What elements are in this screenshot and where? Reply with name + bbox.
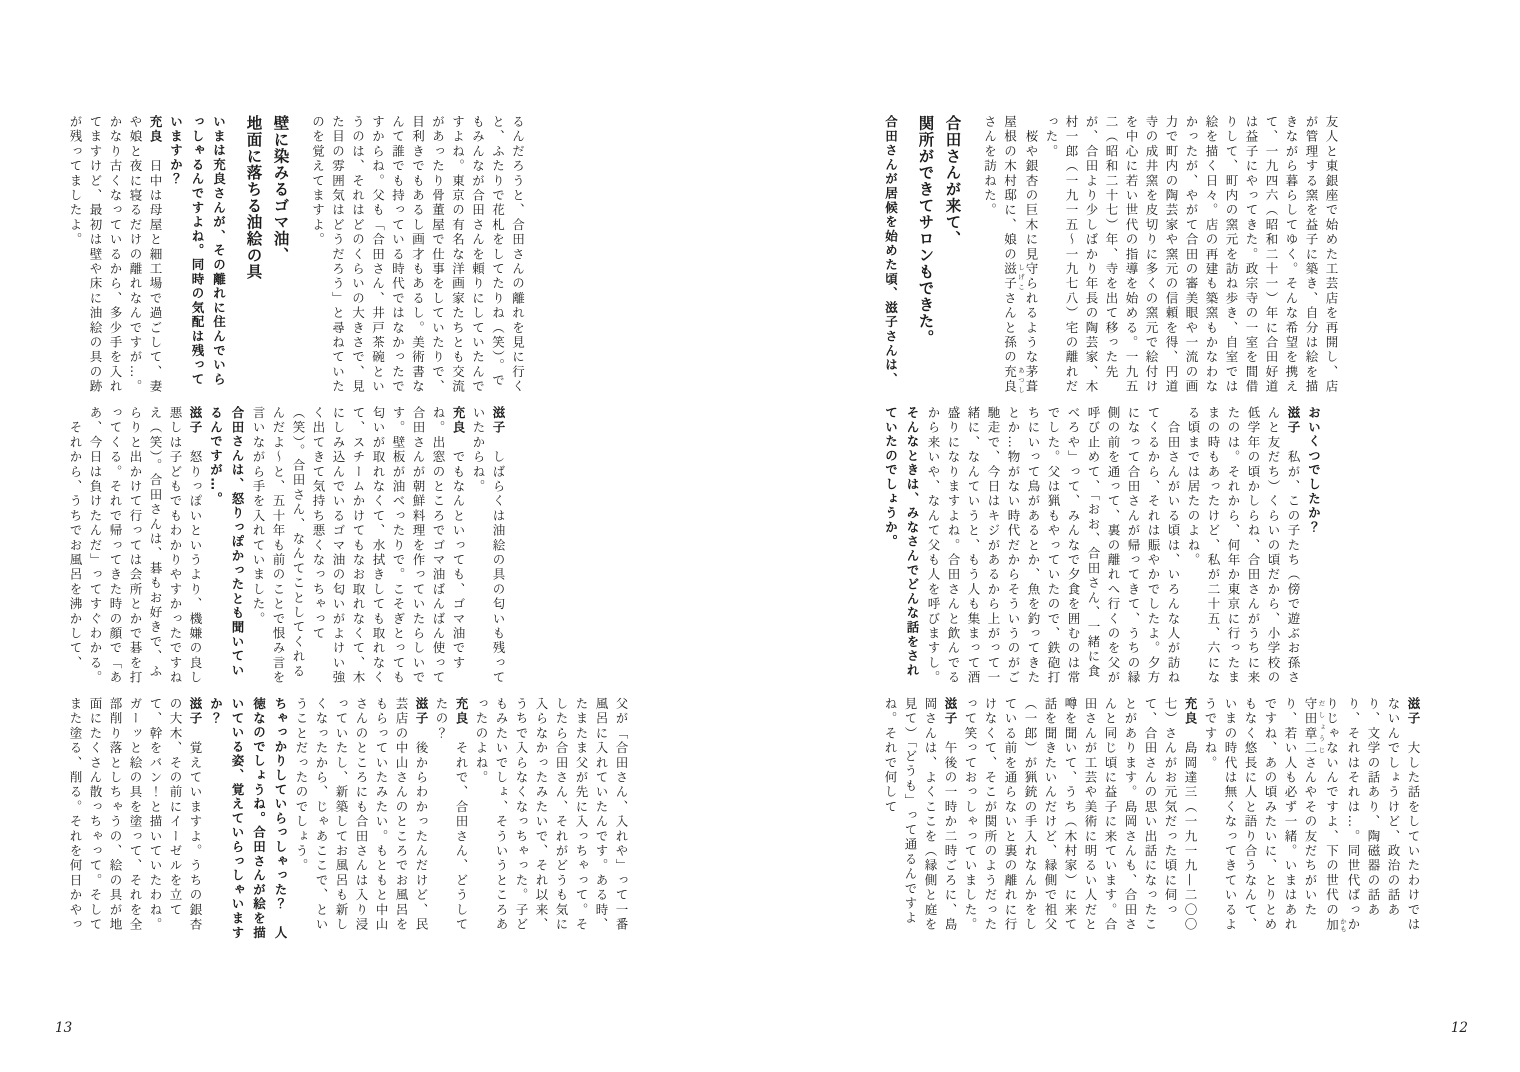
ruby-base: 滋子 (1002, 262, 1018, 292)
answer-text: 午後の一時か二時ごろに、島岡さんは、よくここを（縁側と庭を見て）「どうも」って通るんですよね。それで何して (883, 697, 958, 933)
answer-text: しばらくは油絵の具の匂いも残っていたからね。 (471, 406, 506, 686)
ruby-furigana: しげこ (1017, 262, 1025, 292)
answer-text: 後からわかったんだけど、民芸店の中山さんのところでお風呂をもらっていたみたい。もともと中山さんのところにも合田さんは入り浸っていたし、新築してお風呂も新しくなったから、じゃあここで、ということだったのでしょう。 (294, 697, 429, 933)
answer-text: 怒りっぽいというより、機嫌の良し悪しは子どもでもわかりやすかったですねえ（笑）。合田さんは、碁もお好きで、ふらりと出かけて行っては会所とかで碁を打ってくる。それで帰ってきた時の顔で「ああ、今日は負けたんだ」ってすぐわかる。 (88, 406, 203, 686)
answer-shigeko-bath-intro: それから、うちでお風呂を沸かして、 (68, 406, 83, 671)
speaker-label: 充良 (148, 115, 163, 145)
interviewer-question-hanare: いまは充良さんが、その離れに住んでいらっしゃるんですよね。同時の気配は残っていますか？ (168, 115, 227, 387)
answer-shigeko-talk (1200, 697, 1423, 945)
answer-text: それで、合田さん、どうしてたの？ (434, 697, 469, 933)
interviewer-question-talk: そんなときは、みなさんでどんな話をされていたのでしょうか。 (883, 406, 920, 678)
paragraph-bath-continuation: 父が「合田さん、入れや」って一番風呂に入れていたんです。ある時、たまたま父が先に入っちゃって。そしたら合田さん、それがどうも気に入らなかったみたいで、それ以来、うちで入らなくなっちゃった。子どもみたいでしょ、そういうところあったのよね。 (474, 697, 629, 933)
interviewer-question-age: 合田さんが居候を始めた頃、滋子さんは、 (883, 115, 899, 387)
page-number-right: 12 (1450, 1020, 1468, 1036)
answer-shigeko-nakayama (291, 697, 431, 945)
right-band-3 (880, 697, 1423, 945)
ruby-base: 充良 (1002, 364, 1018, 395)
answer-text: 私が、この子たち（傍で遊ぶお孫さんと友だち）くらいの頃だから、小学校の低学年の頃かしらね、合田さんがうちに来たのは。それから、何年か東京に行ったままの時もあったけど、私が二十五、六になる頃までは居たのよね。 (1186, 406, 1301, 686)
heading-line-2: 地面に落ちる油絵の具 (244, 115, 264, 280)
paragraph-continuation: るんだろうと、合田さんの離れを見に行くと、ふたりで花札をしてたりね（笑）。でもみんなが合田さんを頼りにしていたんですよね。東京の有名な洋画家たちとも交流があったり骨董屋で仕事をしていたりで、目利きでもあるし画才もあるし。美術書なんて誰でも持っている時代ではなかったですからね。父も「合田さん、井戸茶碗というのは、それはどのくらいの大きさで、見た目の雰囲気はどうだろう」と尋ねていたのを覚えてますよ。 (310, 115, 526, 395)
interviewer-question-painting: ちゃっかりしていらっしゃった？ 人徳なのでしょうね。合田さんが絵を描いている姿、覚えていらっしゃいますか？ (208, 697, 288, 941)
ruby-furigana: かもだしょうじ (1317, 697, 1347, 933)
speaker-label: 充良 (1183, 697, 1198, 727)
answer-text: 島岡達三（一九一九—二〇〇七）さんがお元気だった頃に伺って、合田さんの思い出話になったことがあります。島岡さんも、合田さんと同じ頃に益子に来ています。合田さんが工芸や美術に明るい人だと噂を聞いて、うち（木村家）に来て話を聞きたいんだけど、縁側で祖父（一郎）が猟銃の手入れなんかをしている前を通らないと裏の離れに行けなくて、そこが関所のようだったって笑っておっしゃっていました。 (963, 697, 1198, 933)
heading-line-1: 合田さんが来て、 (943, 115, 963, 247)
speaker-label: 滋子 (491, 406, 506, 436)
answer-text: 日中は母屋と細工場で過ごして、妻や娘と夜に寝るだけの離れなんですが…。かなり古くなっているから、多少手を入れてますけど、最初は壁や床に油絵の具の跡が残ってましたよ。 (68, 115, 163, 395)
answer-atsushi-hanare (65, 115, 165, 398)
answer-shigeko-engawa (880, 697, 960, 945)
left-band-1 (65, 115, 528, 398)
answer-text: でもなんといっても、ゴマ油ですね。出窓のところでゴマ油ばんばん使って合田さんが朝鮮料理を作っていたらしいです。壁板が油べったりで。こそぎとっても匂いが取れなくて、水拭きしても取れなくて、スチームかけてもなお取れなくて、木にしみ込んでいるゴマ油の匂いがよけい強く出てきて気持ち悪くなっちゃって（笑）。合田さん、なんてことしてくれるんだよ〜と、五十年も前のことで恨み言を言いながら手を入れていました。 (251, 406, 466, 686)
left-band-2 (65, 406, 508, 689)
answer-atsushi-bath-question (431, 697, 471, 945)
lead-text: さんを訪ねた。 (982, 115, 998, 218)
interviewer-question-temper: 合田さんは、怒りっぽかったとも聞いているんですが…。 (208, 406, 245, 678)
speaker-label: 滋子 (1286, 406, 1301, 436)
section-heading-sesame-oil (241, 115, 295, 398)
ruby-atsushi (1002, 364, 1025, 395)
speaker-label: 滋子 (414, 697, 429, 727)
answer-shigeko-dinner: 合田さんがいる頃は、いろんな人が訪ねてくるから、それは賑やかでしたよ。夕方になって合田さんが帰ってきて、うちの縁側の前を通って、裏の離れへ行くのを父が呼び止めて、「おお、合田さん、一緒に食べろや」って、みんなで夕食を囲むのは常でした。父は猟もやっていたので、鉄砲打ちにいって鳥があるとか、魚を釣ってきたとか…物がない時代だからそういうのがご馳走で、今日はキジがあるから上がって一緒に、なんていうと、もう人も集まって酒盛りになりますよね。合田さんと飲んでるから来いや、なんて父も人を呼びますし。 (926, 406, 1181, 686)
speaker-label: 滋子 (943, 697, 958, 727)
left-band-3 (65, 697, 631, 945)
lead-paragraph-visit (980, 115, 1042, 398)
speaker-label: 滋子 (1406, 697, 1421, 727)
interviewer-question-age-cont: おいくつでしたか？ (1306, 406, 1322, 535)
answer-text: 大した話をしていたわけではないんでしょうけど、政治の話あり、文学の話あり、陶磁器の話あり、それはそれは…。同世代ばっかりじゃないんですよ、下の世代の (1324, 697, 1421, 933)
page-number-left: 13 (55, 1020, 73, 1036)
answer-shigeko-smell (468, 406, 508, 689)
speaker-label: 充良 (451, 406, 466, 436)
answer-shigeko-temper (85, 406, 205, 689)
lead-text: さんと孫の (1002, 291, 1018, 365)
right-band-2 (880, 406, 1325, 689)
lead-text: 桜や銀杏の巨木に見守られるような茅葺屋根の木村邸に、娘の (1002, 115, 1039, 395)
right-band-1 (880, 115, 1341, 398)
heading-line-1: 壁に染みるゴマ油、 (271, 115, 291, 264)
speaker-label: 滋子 (188, 697, 203, 727)
answer-text: 覚えていますよ。うちの銀杏の大木、その前にイーゼルを立てて、幹をバン！と描いていたわね。ガーッと絵の具を塗って、それを全部削り落としちゃうの、絵の具が地面にたくさん散っちゃって。そしてまた塗る、削る。それを何日かやっ (68, 697, 203, 933)
speaker-label: 滋子 (188, 406, 203, 436)
speaker-label: 充良 (454, 697, 469, 727)
answer-shigeko-painting (65, 697, 205, 945)
heading-line-2: 関所ができてサロンもできた。 (916, 115, 936, 346)
answer-shigeko-age (1183, 406, 1303, 689)
ruby-base: 加守田章二 (1303, 697, 1340, 933)
answer-atsushi-shimaoka (960, 697, 1200, 945)
ruby-shigeko (1002, 262, 1025, 292)
answer-text: さんやその友だちがいたり、若い人も必ず一緒。いまはあれですね、あの頃みたいに、とりとめもなく悠長に人と語り合うなんて、いまの時代は無くなってきているようですね。 (1203, 697, 1318, 933)
section-heading-sekisho (913, 115, 967, 398)
lead-paragraph-biography: 友人と東銀座で始めた工芸店を再開し、店が管理する窯を益子に築き、自分は絵を描きながら暮らしてゆく。そんな希望を携えて、一九四六（昭和二十一）年に合田好道は益子にやってきた。政宗寺の一室を間借りして、町内の窯元を訪ね歩き、自室では絵を描く日々。店の再建も築窯もかなわなかったが、やがて合田の審美眼や一流の画力で町内の陶芸家や窯元の信頼を得、円道寺の成井窯を皮切りに多くの窯元で絵付けを中心に若い世代の指導を始める。一九五二（昭和二十七）年、寺を出て移った先が、合田より少しばかり年長の陶芸家、木村一郎（一九一五〜一九七八）宅の離れだった。 (1044, 115, 1339, 395)
answer-atsushi-sesame (248, 406, 468, 689)
ruby-furigana: あつし (1017, 364, 1025, 395)
page-12 (760, 0, 1520, 1072)
